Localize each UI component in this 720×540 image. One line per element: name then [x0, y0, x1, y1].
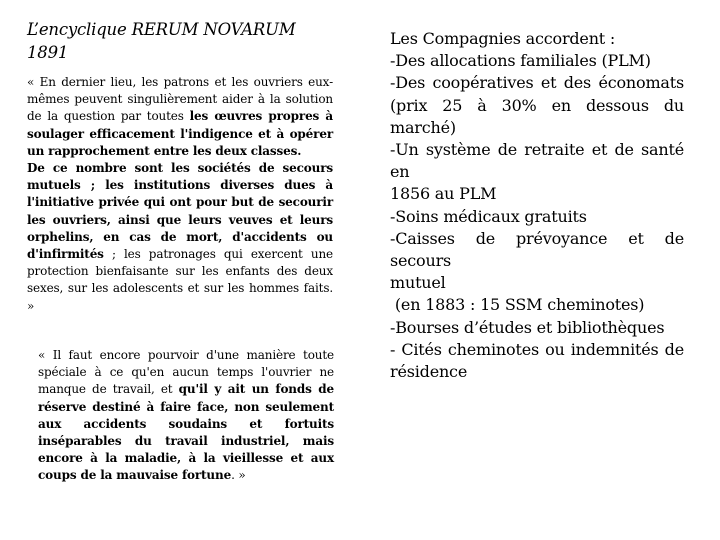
quote-paragraph-1	[27, 74, 333, 315]
benefit-line: (prix 25 à 30% en dessous du	[390, 95, 684, 115]
quote2-text-end: . »	[231, 468, 246, 483]
quote1-bold-2: De ce nombre sont les sociétés de secours mutuels ; les institutions diverses dues à l'initiative privée qui ont pour but de secourir les ouvriers, ainsi que leurs veuves et leurs orphelins, en cas de mort, d'accidents ou d'infirmités	[27, 161, 333, 262]
benefit-line: -Caisses de prévoyance et de secours	[390, 228, 684, 271]
benefit-line: -Soins médicaux gratuits	[390, 206, 587, 226]
company-benefits-list	[390, 28, 684, 383]
benefit-line: -Un système de retraite et de santé en	[390, 140, 684, 182]
benefit-line: marché)	[390, 117, 456, 137]
benefits-heading: Les Compagnies accordent :	[390, 29, 616, 48]
quote-paragraph-2	[38, 347, 334, 485]
benefit-line: - Cités cheminotes ou indemnités de	[390, 339, 684, 359]
encyclical-title	[27, 18, 347, 64]
benefit-line: mutuel	[390, 273, 446, 293]
title-line-2: 1891	[27, 43, 69, 62]
benefit-line: -Des allocations familiales (PLM)	[390, 51, 651, 71]
benefit-line: 1856 au PLM	[390, 184, 497, 204]
benefit-line: résidence	[390, 362, 468, 382]
quote2-bold: qu'il y ait un fonds de réserve destiné à faire face, non seulement aux accidents soudains et fortuits inséparables du travail industriel, mais encore à la maladie, à la vieillesse et aux coups de la mauvaise fortune	[38, 382, 334, 483]
quote1-text-end: ; les patronages qui exercent une protection bienfaisante sur les enfants des deux sexes, sur les adolescents et sur les hommes faits. »	[27, 247, 333, 313]
benefit-line: -Bourses d’études et bibliothèques	[390, 317, 665, 337]
benefit-line: -Des coopératives et des économats	[390, 73, 684, 93]
quote2-text-start: « Il faut encore pourvoir d'une manière toute spéciale à ce qu'en aucun temps l'ouvrier ne manque de travail, et	[38, 348, 334, 397]
quote1-bold-1: les œuvres propres à soulager efficacement l'indigence et à opérer un rapprochement entre les deux classes.	[27, 109, 333, 158]
benefit-line: (en 1883 : 15 SSM cheminotes)	[390, 295, 645, 315]
quote1-text-start: « En dernier lieu, les patrons et les ouvriers eux-mêmes peuvent singulièrement aider à la solution de la question par toutes	[27, 75, 333, 124]
title-line-1: L’encyclique RERUM NOVARUM	[27, 20, 296, 39]
